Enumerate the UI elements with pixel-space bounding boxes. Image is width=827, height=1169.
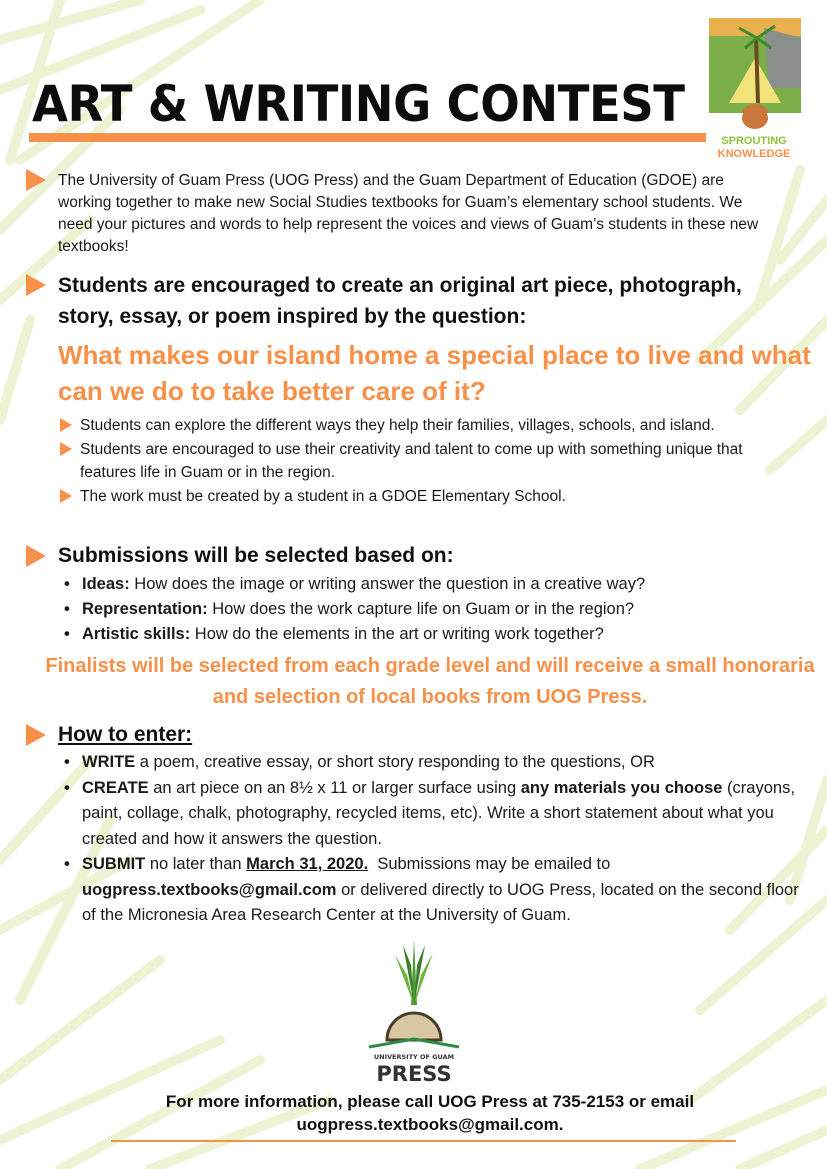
how-to-enter-list [64,750,812,929]
bullet-triangle-icon [60,418,72,432]
prompt-points [60,414,800,509]
criteria-list [64,572,804,647]
how-to-enter-heading: How to enter: [58,723,193,746]
deadline-date: March 31, 2020. [246,855,369,873]
bullet-triangle-icon [26,724,46,746]
list-item-write: • WRITE a poem, creative essay, or short story responding to the questions, OR [64,750,812,776]
contest-question: What makes our island home a special place to live and what can we do to take better care of it? [58,340,811,406]
list-item-create: • CREATE an art piece on an 8½ x 11 or larger surface using any materials you choose (crayons, paint, collage, chalk, photography, recycled items, etc). Write a short statement about what you created and how it answers the question. [64,776,812,853]
uog-press-logo-icon [365,935,463,1087]
bullet-triangle-icon [60,442,72,456]
footer-divider [111,1140,736,1142]
title-underline [29,133,706,142]
bullet-triangle-icon [26,274,46,296]
list-item: Students are encouraged to use their creativity and talent to come up with something unique that features life in Guam or in the region. [60,438,800,484]
bullet-triangle-icon [26,169,46,191]
list-item-submit: • SUBMIT no later than March 31, 2020. Submissions may be emailed to uogpress.textbooks@gmail.com or delivered directly to UOG Press, located on the second floor of the Micronesia Area Research Center at the University of Guam. [64,852,812,929]
uog-press-logo [365,935,463,1087]
logo-text-sprouting: SPROUTING [721,135,787,147]
list-item: Students can explore the different ways they help their families, villages, schools, and island. [60,414,800,437]
svg-text:PRESS: PRESS [376,1062,452,1086]
footer-email-link[interactable]: uogpress.textbooks@gmail.com. [296,1115,564,1134]
footer-contact [60,1090,800,1136]
submission-email-link[interactable]: uogpress.textbooks@gmail.com [82,880,337,899]
prompt-lead: Students are encouraged to create an original art piece, photograph, story, essay, or poem inspired by the question: [58,274,742,328]
sprouting-knowledge-logo-icon [709,18,801,130]
page-title: ART & WRITING CONTEST [32,75,685,133]
sprouting-knowledge-logo [707,18,801,164]
bullet-triangle-icon [60,489,72,503]
list-item: • Artistic skills: How do the elements in the art or writing work together? [64,622,804,647]
finalists-note: Finalists will be selected from each grade level and will receive a small honoraria and selection of local books from UOG Press. [45,655,815,708]
footer-line-1: For more information, please call UOG Press at 735-2153 or email [165,1092,695,1111]
list-item: • Representation: How does the work capture life on Guam or in the region? [64,597,804,622]
list-item: The work must be created by a student in a GDOE Elementary School. [60,485,800,508]
svg-text:UNIVERSITY OF GUAM: UNIVERSITY OF GUAM [373,1053,455,1061]
bullet-triangle-icon [26,545,46,567]
intro-paragraph: The University of Guam Press (UOG Press) and the Guam Department of Education (GDOE) are working together to make new Social Studies textbooks for Guam’s elementary school students. We need your pictures and words to help represent the voices and views of Guam’s students in these new textbooks! [58,172,759,255]
logo-text-knowledge: KNOWLEDGE [717,148,791,160]
list-item: • Ideas: How does the image or writing answer the question in a creative way? [64,572,804,597]
criteria-heading: Submissions will be selected based on: [58,544,454,567]
